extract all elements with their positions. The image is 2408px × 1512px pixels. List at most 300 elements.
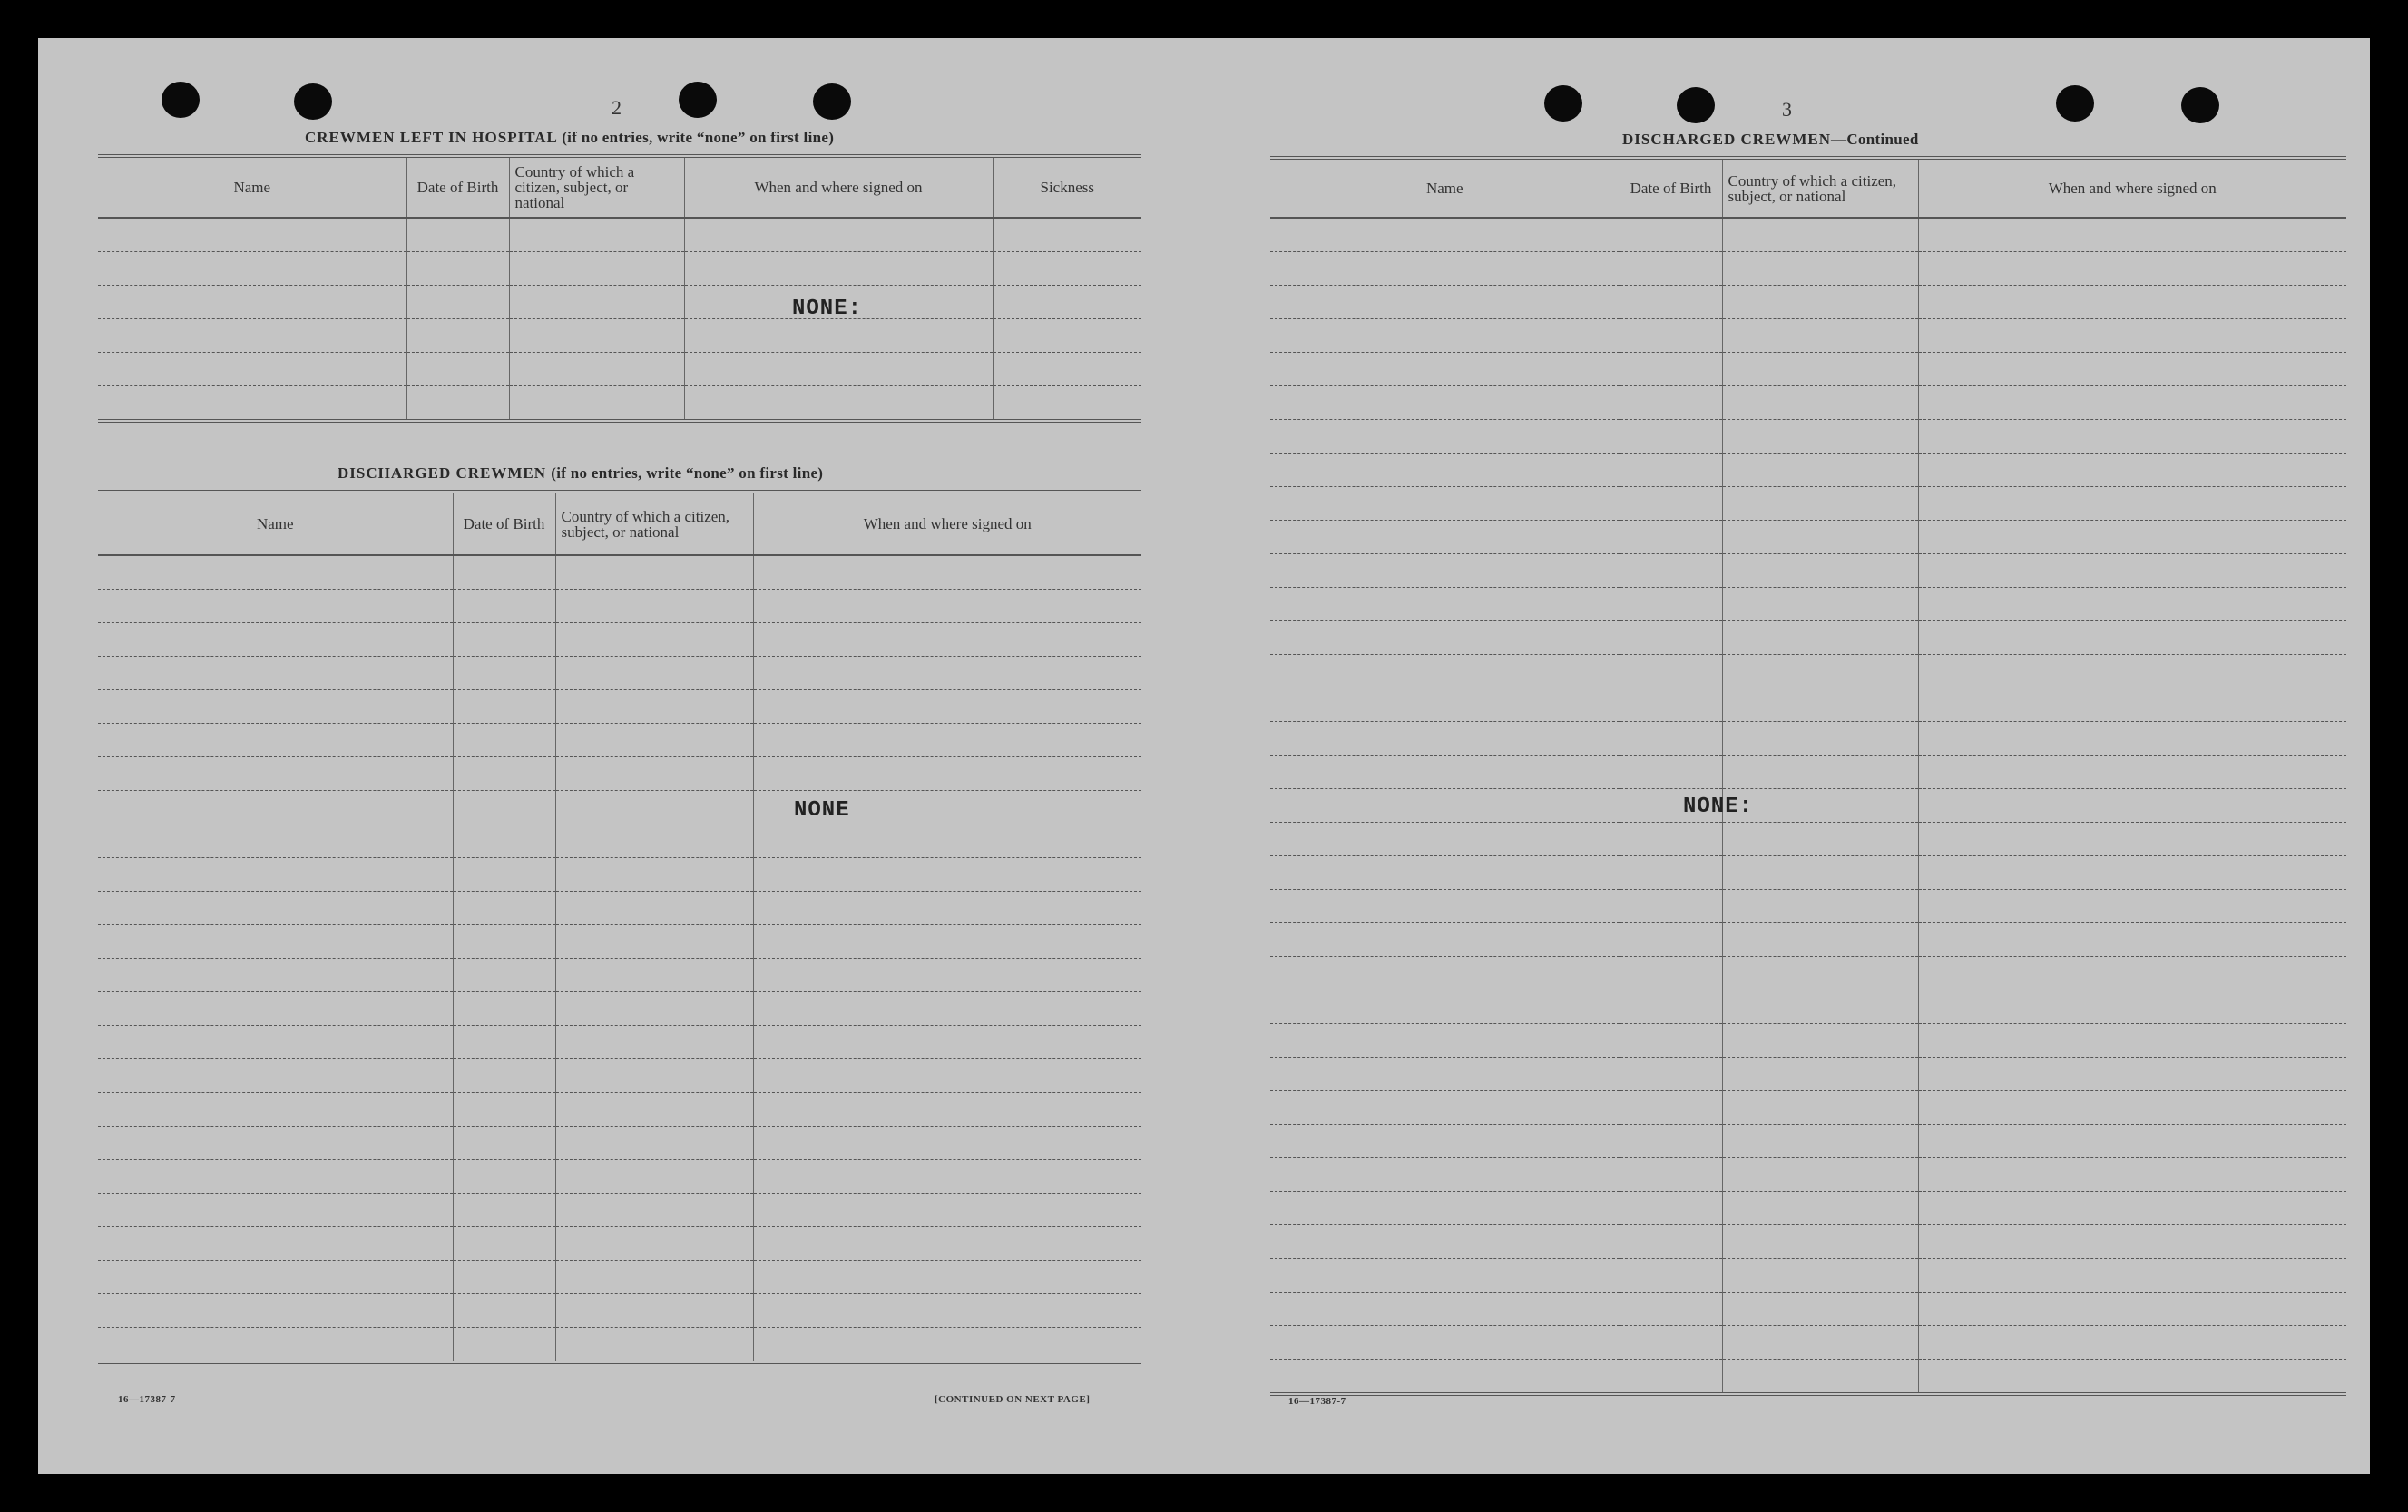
- table-row: [98, 657, 1141, 690]
- entry-cell[interactable]: [1620, 218, 1722, 252]
- entry-cell[interactable]: [1918, 890, 2346, 923]
- entry-cell[interactable]: [1270, 1259, 1620, 1293]
- entry-cell[interactable]: [98, 925, 453, 959]
- entry-cell[interactable]: [1620, 856, 1722, 890]
- entry-cell[interactable]: [555, 657, 753, 690]
- column-header-signed-on: When and where signed on: [1918, 158, 2346, 218]
- entry-cell[interactable]: [555, 555, 753, 590]
- table-row: [1270, 688, 2346, 722]
- entry-cell[interactable]: [753, 724, 1141, 757]
- entry-cell[interactable]: [98, 657, 453, 690]
- entry-cell[interactable]: [555, 925, 753, 959]
- discharged-table-right: [1270, 156, 2346, 1396]
- entry-cell[interactable]: [555, 1328, 753, 1363]
- entry-cell[interactable]: [753, 1160, 1141, 1194]
- entry-cell[interactable]: [1722, 1125, 1918, 1158]
- discharged-typed-entry-left: NONE: [794, 798, 850, 823]
- entry-cell[interactable]: [555, 858, 753, 892]
- entry-cell[interactable]: [1918, 655, 2346, 688]
- entry-cell[interactable]: [98, 286, 406, 319]
- entry-cell[interactable]: [406, 353, 509, 386]
- entry-cell[interactable]: [753, 1026, 1141, 1059]
- entry-cell[interactable]: [453, 1294, 555, 1328]
- entry-cell[interactable]: [1620, 588, 1722, 621]
- entry-cell[interactable]: [555, 959, 753, 992]
- entry-cell[interactable]: [98, 791, 453, 824]
- entry-cell[interactable]: [98, 992, 453, 1026]
- entry-cell[interactable]: [509, 353, 684, 386]
- entry-cell[interactable]: [1270, 1091, 1620, 1125]
- entry-cell[interactable]: [1620, 823, 1722, 856]
- table-row: [98, 1160, 1141, 1194]
- entry-cell[interactable]: [1620, 487, 1722, 521]
- table-row: [1270, 722, 2346, 756]
- entry-cell[interactable]: [453, 1160, 555, 1194]
- entry-cell[interactable]: [684, 218, 993, 252]
- column-header-country: Country of which a citizen, subject, or national: [555, 492, 753, 555]
- table-row: [98, 1059, 1141, 1093]
- entry-cell[interactable]: [993, 319, 1141, 353]
- entry-cell[interactable]: [1722, 286, 1918, 319]
- entry-cell[interactable]: [1270, 1158, 1620, 1192]
- entry-cell[interactable]: [1918, 823, 2346, 856]
- entry-cell[interactable]: [1620, 319, 1722, 353]
- entry-cell[interactable]: [1620, 1058, 1722, 1091]
- table-row: [1270, 789, 2346, 823]
- entry-cell[interactable]: [1620, 890, 1722, 923]
- entry-cell[interactable]: [1722, 1326, 1918, 1360]
- entry-cell[interactable]: [1918, 1024, 2346, 1058]
- entry-cell[interactable]: [753, 959, 1141, 992]
- entry-cell[interactable]: [1270, 521, 1620, 554]
- entry-cell[interactable]: [98, 1194, 453, 1227]
- entry-cell[interactable]: [1270, 319, 1620, 353]
- hospital-section-title: [305, 129, 834, 147]
- table-row: [98, 892, 1141, 925]
- entry-cell[interactable]: [1270, 756, 1620, 789]
- entry-cell[interactable]: [1270, 588, 1620, 621]
- entry-cell[interactable]: [98, 1294, 453, 1328]
- entry-cell[interactable]: [1620, 1259, 1722, 1293]
- entry-cell[interactable]: [555, 1227, 753, 1261]
- entry-cell[interactable]: [1722, 990, 1918, 1024]
- entry-cell[interactable]: [753, 555, 1141, 590]
- entry-cell[interactable]: [453, 757, 555, 791]
- entry-cell[interactable]: [453, 657, 555, 690]
- entry-cell[interactable]: [555, 1261, 753, 1294]
- entry-cell[interactable]: [753, 858, 1141, 892]
- entry-cell[interactable]: [1918, 386, 2346, 420]
- entry-cell[interactable]: [1620, 554, 1722, 588]
- entry-cell[interactable]: [453, 690, 555, 724]
- entry-cell[interactable]: [555, 1160, 753, 1194]
- table-row: [1270, 1293, 2346, 1326]
- entry-cell[interactable]: [555, 690, 753, 724]
- entry-cell[interactable]: [1722, 756, 1918, 789]
- entry-cell[interactable]: [1722, 1158, 1918, 1192]
- entry-cell[interactable]: [1722, 1192, 1918, 1225]
- entry-cell[interactable]: [98, 959, 453, 992]
- entry-cell[interactable]: [1722, 923, 1918, 957]
- entry-cell[interactable]: [453, 892, 555, 925]
- entry-cell[interactable]: [1270, 487, 1620, 521]
- table-row: [98, 386, 1141, 422]
- entry-cell[interactable]: [1270, 1125, 1620, 1158]
- entry-cell[interactable]: [1620, 1024, 1722, 1058]
- entry-cell[interactable]: [555, 791, 753, 824]
- discharged-title-text: DISCHARGED CREWMEN: [338, 464, 547, 482]
- entry-cell[interactable]: [1918, 521, 2346, 554]
- entry-cell[interactable]: [1270, 688, 1620, 722]
- entry-cell[interactable]: [1918, 923, 2346, 957]
- table-row: [1270, 1158, 2346, 1192]
- entry-cell[interactable]: [1270, 252, 1620, 286]
- entry-cell[interactable]: [406, 386, 509, 422]
- entry-cell[interactable]: [98, 1127, 453, 1160]
- entry-cell[interactable]: [555, 824, 753, 858]
- entry-cell[interactable]: [1620, 252, 1722, 286]
- entry-cell[interactable]: [98, 690, 453, 724]
- entry-cell[interactable]: [1918, 1125, 2346, 1158]
- entry-cell[interactable]: [1270, 856, 1620, 890]
- entry-cell[interactable]: [1270, 990, 1620, 1024]
- entry-cell[interactable]: [1270, 923, 1620, 957]
- entry-cell[interactable]: [684, 252, 993, 286]
- entry-cell[interactable]: [1620, 621, 1722, 655]
- entry-cell[interactable]: [1620, 353, 1722, 386]
- entry-cell[interactable]: [1620, 286, 1722, 319]
- entry-cell[interactable]: [1722, 521, 1918, 554]
- entry-cell[interactable]: [1918, 856, 2346, 890]
- entry-cell[interactable]: [98, 1026, 453, 1059]
- entry-cell[interactable]: [1722, 655, 1918, 688]
- entry-cell[interactable]: [1620, 1360, 1722, 1395]
- entry-cell[interactable]: [555, 892, 753, 925]
- entry-cell[interactable]: [509, 319, 684, 353]
- entry-cell[interactable]: [1722, 454, 1918, 487]
- entry-cell[interactable]: [1918, 990, 2346, 1024]
- entry-cell[interactable]: [753, 1127, 1141, 1160]
- entry-cell[interactable]: [1722, 722, 1918, 756]
- entry-cell[interactable]: [1620, 990, 1722, 1024]
- entry-cell[interactable]: [1620, 1091, 1722, 1125]
- entry-cell[interactable]: [1270, 722, 1620, 756]
- entry-cell[interactable]: [98, 1227, 453, 1261]
- entry-cell[interactable]: [1620, 655, 1722, 688]
- entry-cell[interactable]: [453, 1059, 555, 1093]
- entry-cell[interactable]: [1270, 823, 1620, 856]
- entry-cell[interactable]: [1722, 1225, 1918, 1259]
- entry-cell[interactable]: [1918, 420, 2346, 454]
- entry-cell[interactable]: [1270, 1225, 1620, 1259]
- entry-cell[interactable]: [753, 925, 1141, 959]
- entry-cell[interactable]: [1918, 1360, 2346, 1395]
- entry-cell[interactable]: [753, 623, 1141, 657]
- entry-cell[interactable]: [98, 252, 406, 286]
- table-row: [1270, 353, 2346, 386]
- entry-cell[interactable]: [509, 386, 684, 422]
- entry-cell[interactable]: [98, 1093, 453, 1127]
- entry-cell[interactable]: [1270, 353, 1620, 386]
- entry-cell[interactable]: [509, 286, 684, 319]
- entry-cell[interactable]: [406, 218, 509, 252]
- entry-cell[interactable]: [753, 892, 1141, 925]
- entry-cell[interactable]: [1918, 756, 2346, 789]
- table-row: [1270, 655, 2346, 688]
- entry-cell[interactable]: [684, 353, 993, 386]
- entry-cell[interactable]: [555, 992, 753, 1026]
- entry-cell[interactable]: [993, 286, 1141, 319]
- entry-cell[interactable]: [1270, 454, 1620, 487]
- table-row: [98, 791, 1141, 824]
- entry-cell[interactable]: [1918, 218, 2346, 252]
- entry-cell[interactable]: [1722, 823, 1918, 856]
- entry-cell[interactable]: [1918, 688, 2346, 722]
- entry-cell[interactable]: [453, 1127, 555, 1160]
- entry-cell[interactable]: [98, 892, 453, 925]
- entry-cell[interactable]: [1270, 957, 1620, 990]
- entry-cell[interactable]: [98, 1160, 453, 1194]
- entry-cell[interactable]: [453, 791, 555, 824]
- entry-cell[interactable]: [1918, 319, 2346, 353]
- entry-cell[interactable]: [1620, 756, 1722, 789]
- discharged-title-note: (if no entries, write “none” on first line): [551, 464, 824, 482]
- entry-cell[interactable]: [98, 218, 406, 252]
- entry-cell[interactable]: [1620, 386, 1722, 420]
- table-row: [98, 959, 1141, 992]
- table-row: [98, 925, 1141, 959]
- entry-cell[interactable]: [1918, 722, 2346, 756]
- entry-cell[interactable]: [1620, 688, 1722, 722]
- entry-cell[interactable]: [98, 1328, 453, 1363]
- column-header-country: Country of which a citizen, subject, or national: [509, 156, 684, 218]
- entry-cell[interactable]: [753, 1261, 1141, 1294]
- entry-cell[interactable]: [753, 1194, 1141, 1227]
- entry-cell[interactable]: [453, 590, 555, 623]
- entry-cell[interactable]: [1270, 218, 1620, 252]
- entry-cell[interactable]: [1722, 1293, 1918, 1326]
- entry-cell[interactable]: [453, 724, 555, 757]
- entry-cell[interactable]: [555, 1026, 753, 1059]
- punch-hole: [2181, 87, 2219, 123]
- entry-cell[interactable]: [453, 1227, 555, 1261]
- entry-cell[interactable]: [453, 555, 555, 590]
- entry-cell[interactable]: [98, 1059, 453, 1093]
- page-number-left: 2: [612, 96, 622, 119]
- entry-cell[interactable]: [406, 286, 509, 319]
- entry-cell[interactable]: [406, 319, 509, 353]
- entry-cell[interactable]: [1270, 621, 1620, 655]
- table-row: [1270, 286, 2346, 319]
- entry-cell[interactable]: [98, 623, 453, 657]
- entry-cell[interactable]: [1620, 957, 1722, 990]
- entry-cell[interactable]: [1270, 1058, 1620, 1091]
- entry-cell[interactable]: [1918, 1158, 2346, 1192]
- entry-cell[interactable]: [753, 1093, 1141, 1127]
- entry-cell[interactable]: [1918, 621, 2346, 655]
- entry-cell[interactable]: [753, 1294, 1141, 1328]
- entry-cell[interactable]: [1722, 621, 1918, 655]
- entry-cell[interactable]: [1918, 252, 2346, 286]
- entry-cell[interactable]: [1918, 1225, 2346, 1259]
- entry-cell[interactable]: [1722, 554, 1918, 588]
- entry-cell[interactable]: [555, 1093, 753, 1127]
- entry-cell[interactable]: [993, 218, 1141, 252]
- entry-cell[interactable]: [1918, 286, 2346, 319]
- entry-cell[interactable]: [555, 1127, 753, 1160]
- entry-cell[interactable]: [555, 757, 753, 791]
- table-row: [98, 1093, 1141, 1127]
- entry-cell[interactable]: [1722, 957, 1918, 990]
- entry-cell[interactable]: [1270, 386, 1620, 420]
- entry-cell[interactable]: [453, 1093, 555, 1127]
- entry-cell[interactable]: [453, 623, 555, 657]
- entry-cell[interactable]: [1722, 1091, 1918, 1125]
- entry-cell[interactable]: [453, 1261, 555, 1294]
- entry-cell[interactable]: [1722, 420, 1918, 454]
- entry-cell[interactable]: [1722, 386, 1918, 420]
- entry-cell[interactable]: [555, 1059, 753, 1093]
- entry-cell[interactable]: [1722, 353, 1918, 386]
- table-row: [98, 824, 1141, 858]
- entry-cell[interactable]: [509, 252, 684, 286]
- entry-cell[interactable]: [993, 252, 1141, 286]
- entry-cell[interactable]: [453, 1194, 555, 1227]
- entry-cell[interactable]: [1722, 252, 1918, 286]
- entry-cell[interactable]: [753, 590, 1141, 623]
- entry-cell[interactable]: [753, 1227, 1141, 1261]
- entry-cell[interactable]: [98, 757, 453, 791]
- entry-cell[interactable]: [1918, 353, 2346, 386]
- entry-cell[interactable]: [453, 824, 555, 858]
- table-row: [1270, 487, 2346, 521]
- entry-cell[interactable]: [1722, 1360, 1918, 1395]
- entry-cell[interactable]: [1918, 554, 2346, 588]
- entry-cell[interactable]: [1722, 487, 1918, 521]
- entry-cell[interactable]: [753, 992, 1141, 1026]
- entry-cell[interactable]: [684, 319, 993, 353]
- column-header-date-of-birth: Date of Birth: [453, 492, 555, 555]
- entry-cell[interactable]: [753, 824, 1141, 858]
- entry-cell[interactable]: [684, 386, 993, 422]
- entry-cell[interactable]: [555, 623, 753, 657]
- entry-cell[interactable]: [1722, 1259, 1918, 1293]
- entry-cell[interactable]: [509, 218, 684, 252]
- entry-cell[interactable]: [555, 590, 753, 623]
- entry-cell[interactable]: [1722, 319, 1918, 353]
- punch-hole: [294, 83, 332, 120]
- entry-cell[interactable]: [453, 1328, 555, 1363]
- entry-cell[interactable]: [98, 1261, 453, 1294]
- entry-cell[interactable]: [1620, 420, 1722, 454]
- entry-cell[interactable]: [98, 824, 453, 858]
- entry-cell[interactable]: [993, 386, 1141, 422]
- entry-cell[interactable]: [993, 353, 1141, 386]
- punch-hole: [2056, 85, 2094, 122]
- entry-cell[interactable]: [1918, 1058, 2346, 1091]
- entry-cell[interactable]: [1918, 487, 2346, 521]
- entry-cell[interactable]: [1270, 1192, 1620, 1225]
- entry-cell[interactable]: [1722, 856, 1918, 890]
- entry-cell[interactable]: [1918, 1192, 2346, 1225]
- hospital-table: [98, 154, 1141, 423]
- entry-cell[interactable]: [1620, 1192, 1722, 1225]
- continued-note: [CONTINUED ON NEXT PAGE]: [935, 1394, 1091, 1405]
- entry-cell[interactable]: [1918, 957, 2346, 990]
- entry-cell[interactable]: [406, 252, 509, 286]
- entry-cell[interactable]: [1270, 655, 1620, 688]
- entry-cell[interactable]: [98, 555, 453, 590]
- table-row: [1270, 521, 2346, 554]
- entry-cell[interactable]: [453, 925, 555, 959]
- entry-cell[interactable]: [1270, 890, 1620, 923]
- entry-cell[interactable]: [1620, 1225, 1722, 1259]
- entry-cell[interactable]: [98, 319, 406, 353]
- entry-cell[interactable]: [98, 724, 453, 757]
- entry-cell[interactable]: [1620, 1326, 1722, 1360]
- entry-cell[interactable]: [1620, 923, 1722, 957]
- entry-cell[interactable]: [555, 1294, 753, 1328]
- entry-cell[interactable]: [1270, 420, 1620, 454]
- entry-cell[interactable]: [1620, 1125, 1722, 1158]
- entry-cell[interactable]: [1620, 1158, 1722, 1192]
- entry-cell[interactable]: [1620, 1293, 1722, 1326]
- entry-cell[interactable]: [453, 1026, 555, 1059]
- entry-cell[interactable]: [1918, 1091, 2346, 1125]
- entry-cell[interactable]: [453, 959, 555, 992]
- entry-cell[interactable]: [1620, 521, 1722, 554]
- entry-cell[interactable]: [98, 386, 406, 422]
- entry-cell[interactable]: [1270, 1293, 1620, 1326]
- entry-cell[interactable]: [453, 858, 555, 892]
- entry-cell[interactable]: [98, 353, 406, 386]
- entry-cell[interactable]: [1918, 454, 2346, 487]
- entry-cell[interactable]: [1918, 1259, 2346, 1293]
- entry-cell[interactable]: [1620, 722, 1722, 756]
- entry-cell[interactable]: [1722, 588, 1918, 621]
- entry-cell[interactable]: [1722, 1024, 1918, 1058]
- entry-cell[interactable]: [753, 690, 1141, 724]
- entry-cell[interactable]: [98, 590, 453, 623]
- entry-cell[interactable]: [98, 858, 453, 892]
- entry-cell[interactable]: [555, 724, 753, 757]
- entry-cell[interactable]: [453, 992, 555, 1026]
- entry-cell[interactable]: [1722, 890, 1918, 923]
- entry-cell[interactable]: [1722, 1058, 1918, 1091]
- entry-cell[interactable]: [1270, 1024, 1620, 1058]
- entry-cell[interactable]: [1918, 588, 2346, 621]
- entry-cell[interactable]: [1918, 1326, 2346, 1360]
- entry-cell[interactable]: [1270, 789, 1620, 823]
- entry-cell[interactable]: [753, 657, 1141, 690]
- entry-cell[interactable]: [1918, 1293, 2346, 1326]
- table-row: [98, 353, 1141, 386]
- entry-cell[interactable]: [1620, 454, 1722, 487]
- entry-cell[interactable]: [1270, 554, 1620, 588]
- entry-cell[interactable]: [1722, 688, 1918, 722]
- entry-cell[interactable]: [1722, 218, 1918, 252]
- table-row: [1270, 1091, 2346, 1125]
- entry-cell[interactable]: [1918, 789, 2346, 823]
- entry-cell[interactable]: [555, 1194, 753, 1227]
- entry-cell[interactable]: [753, 1328, 1141, 1363]
- entry-cell[interactable]: [753, 757, 1141, 791]
- entry-cell[interactable]: [1270, 1360, 1620, 1395]
- hospital-typed-entry: NONE:: [792, 297, 863, 321]
- entry-cell[interactable]: [753, 1059, 1141, 1093]
- entry-cell[interactable]: [1270, 1326, 1620, 1360]
- entry-cell[interactable]: [1270, 286, 1620, 319]
